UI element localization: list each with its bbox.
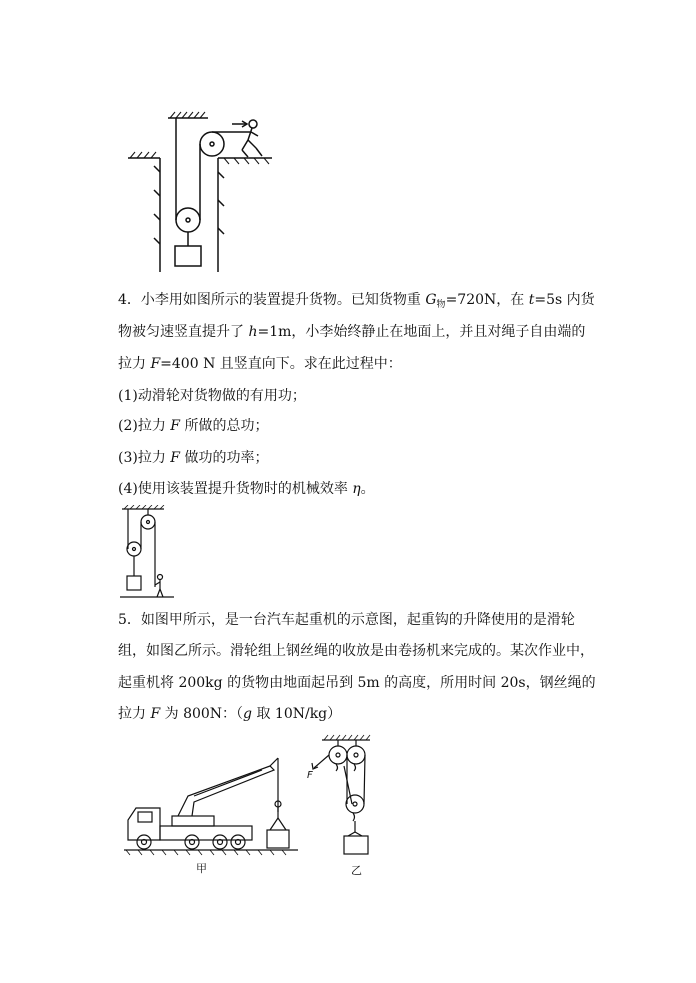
- figure-well-pulley: [120, 110, 290, 280]
- q5-line-1: 5．如图甲所示，是一台汽车起重机的示意图，起重钩的升降使用的是滑轮: [118, 612, 575, 628]
- q4-line-1: 4．小李用如图所示的装置提升货物。已知货物重 $G_物=720N$，在 t=5s 内货: [118, 292, 595, 310]
- figure-pulley-block: [300, 732, 390, 864]
- figure-crane-truck: [122, 752, 302, 857]
- crane-caption: 甲: [196, 862, 207, 875]
- q5-line-3: 起重机将 200kg 的货物由地面起吊到 5m 的高度，所用时间 20s，钢丝绳的: [118, 675, 596, 691]
- q4-item-3: (3)拉力 F 做功的功率；: [118, 450, 269, 466]
- q5-line-4: 拉力 F 为 800N：（g 取 10N/kg）: [118, 706, 342, 722]
- figure-pulley-system: [118, 505, 178, 600]
- force-label: F: [307, 770, 313, 781]
- q4-item-4: (4)使用该装置提升货物时的机械效率 η。: [118, 481, 375, 497]
- q4-item-2: (2)拉力 F 所做的总功；: [118, 418, 269, 434]
- q4-line-3: 拉力 F=400 N 且竖直向下。求在此过程中：: [118, 356, 402, 372]
- q4-item-1: (1)动滑轮对货物做的有用功；: [118, 388, 306, 404]
- q4-line-2: 物被匀速竖直提升了 h=1m，小李始终静止在地面上，并且对绳子自由端的: [118, 324, 586, 340]
- pulley-caption: 乙: [351, 864, 362, 877]
- q5-line-2: 组，如图乙所示。滑轮组上钢丝绳的收放是由卷扬机来完成的。某次作业中，: [118, 643, 594, 659]
